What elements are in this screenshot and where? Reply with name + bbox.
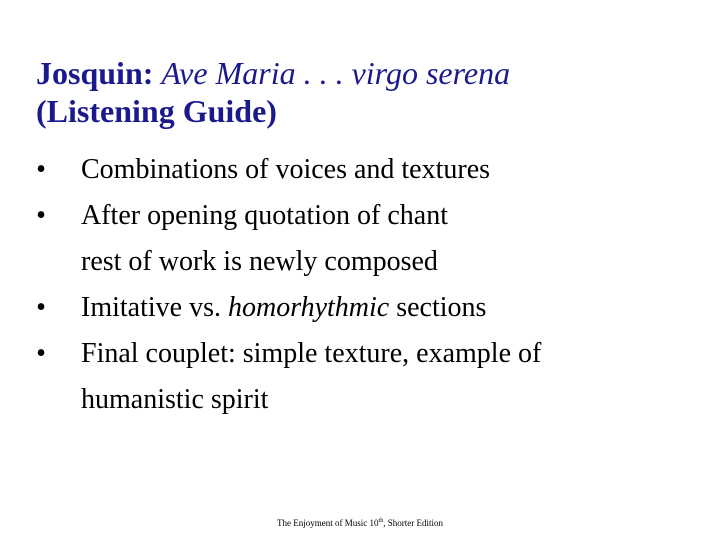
bullet-text: Final couplet: simple texture, example of	[81, 338, 542, 369]
bullet-icon: •	[36, 200, 46, 231]
footer-superscript: th	[378, 518, 384, 524]
bullet-text-end: sections	[389, 292, 487, 323]
title-composer: Josquin:	[36, 55, 162, 91]
title-work: Ave Maria . . . virgo serena	[161, 55, 511, 91]
bullet-text: After opening quotation of chant	[81, 200, 449, 231]
bullet-item	[26, 147, 696, 193]
bullet-item	[26, 285, 696, 331]
bullet-text-continued: humanistic spirit	[81, 384, 269, 415]
footer-citation	[0, 517, 720, 529]
bullet-icon: •	[36, 292, 46, 323]
slide-title	[36, 54, 676, 130]
bullet-item	[26, 193, 696, 285]
bullet-list	[26, 147, 696, 423]
emphasized-term: homorhythmic	[227, 292, 390, 323]
bullet-text-continued: rest of work is newly composed	[81, 246, 438, 277]
bullet-icon: •	[36, 154, 46, 185]
title-suffix: (Listening Guide)	[36, 93, 277, 129]
bullet-icon: •	[36, 338, 46, 369]
footer-text: The Enjoyment of Music 10	[277, 518, 379, 528]
footer-text-end: , Shorter Edition	[383, 518, 443, 528]
bullet-text: Combinations of voices and textures	[81, 154, 491, 185]
bullet-item	[26, 331, 696, 423]
bullet-text	[81, 285, 696, 331]
bullet-text-start: Imitative vs.	[81, 292, 228, 323]
